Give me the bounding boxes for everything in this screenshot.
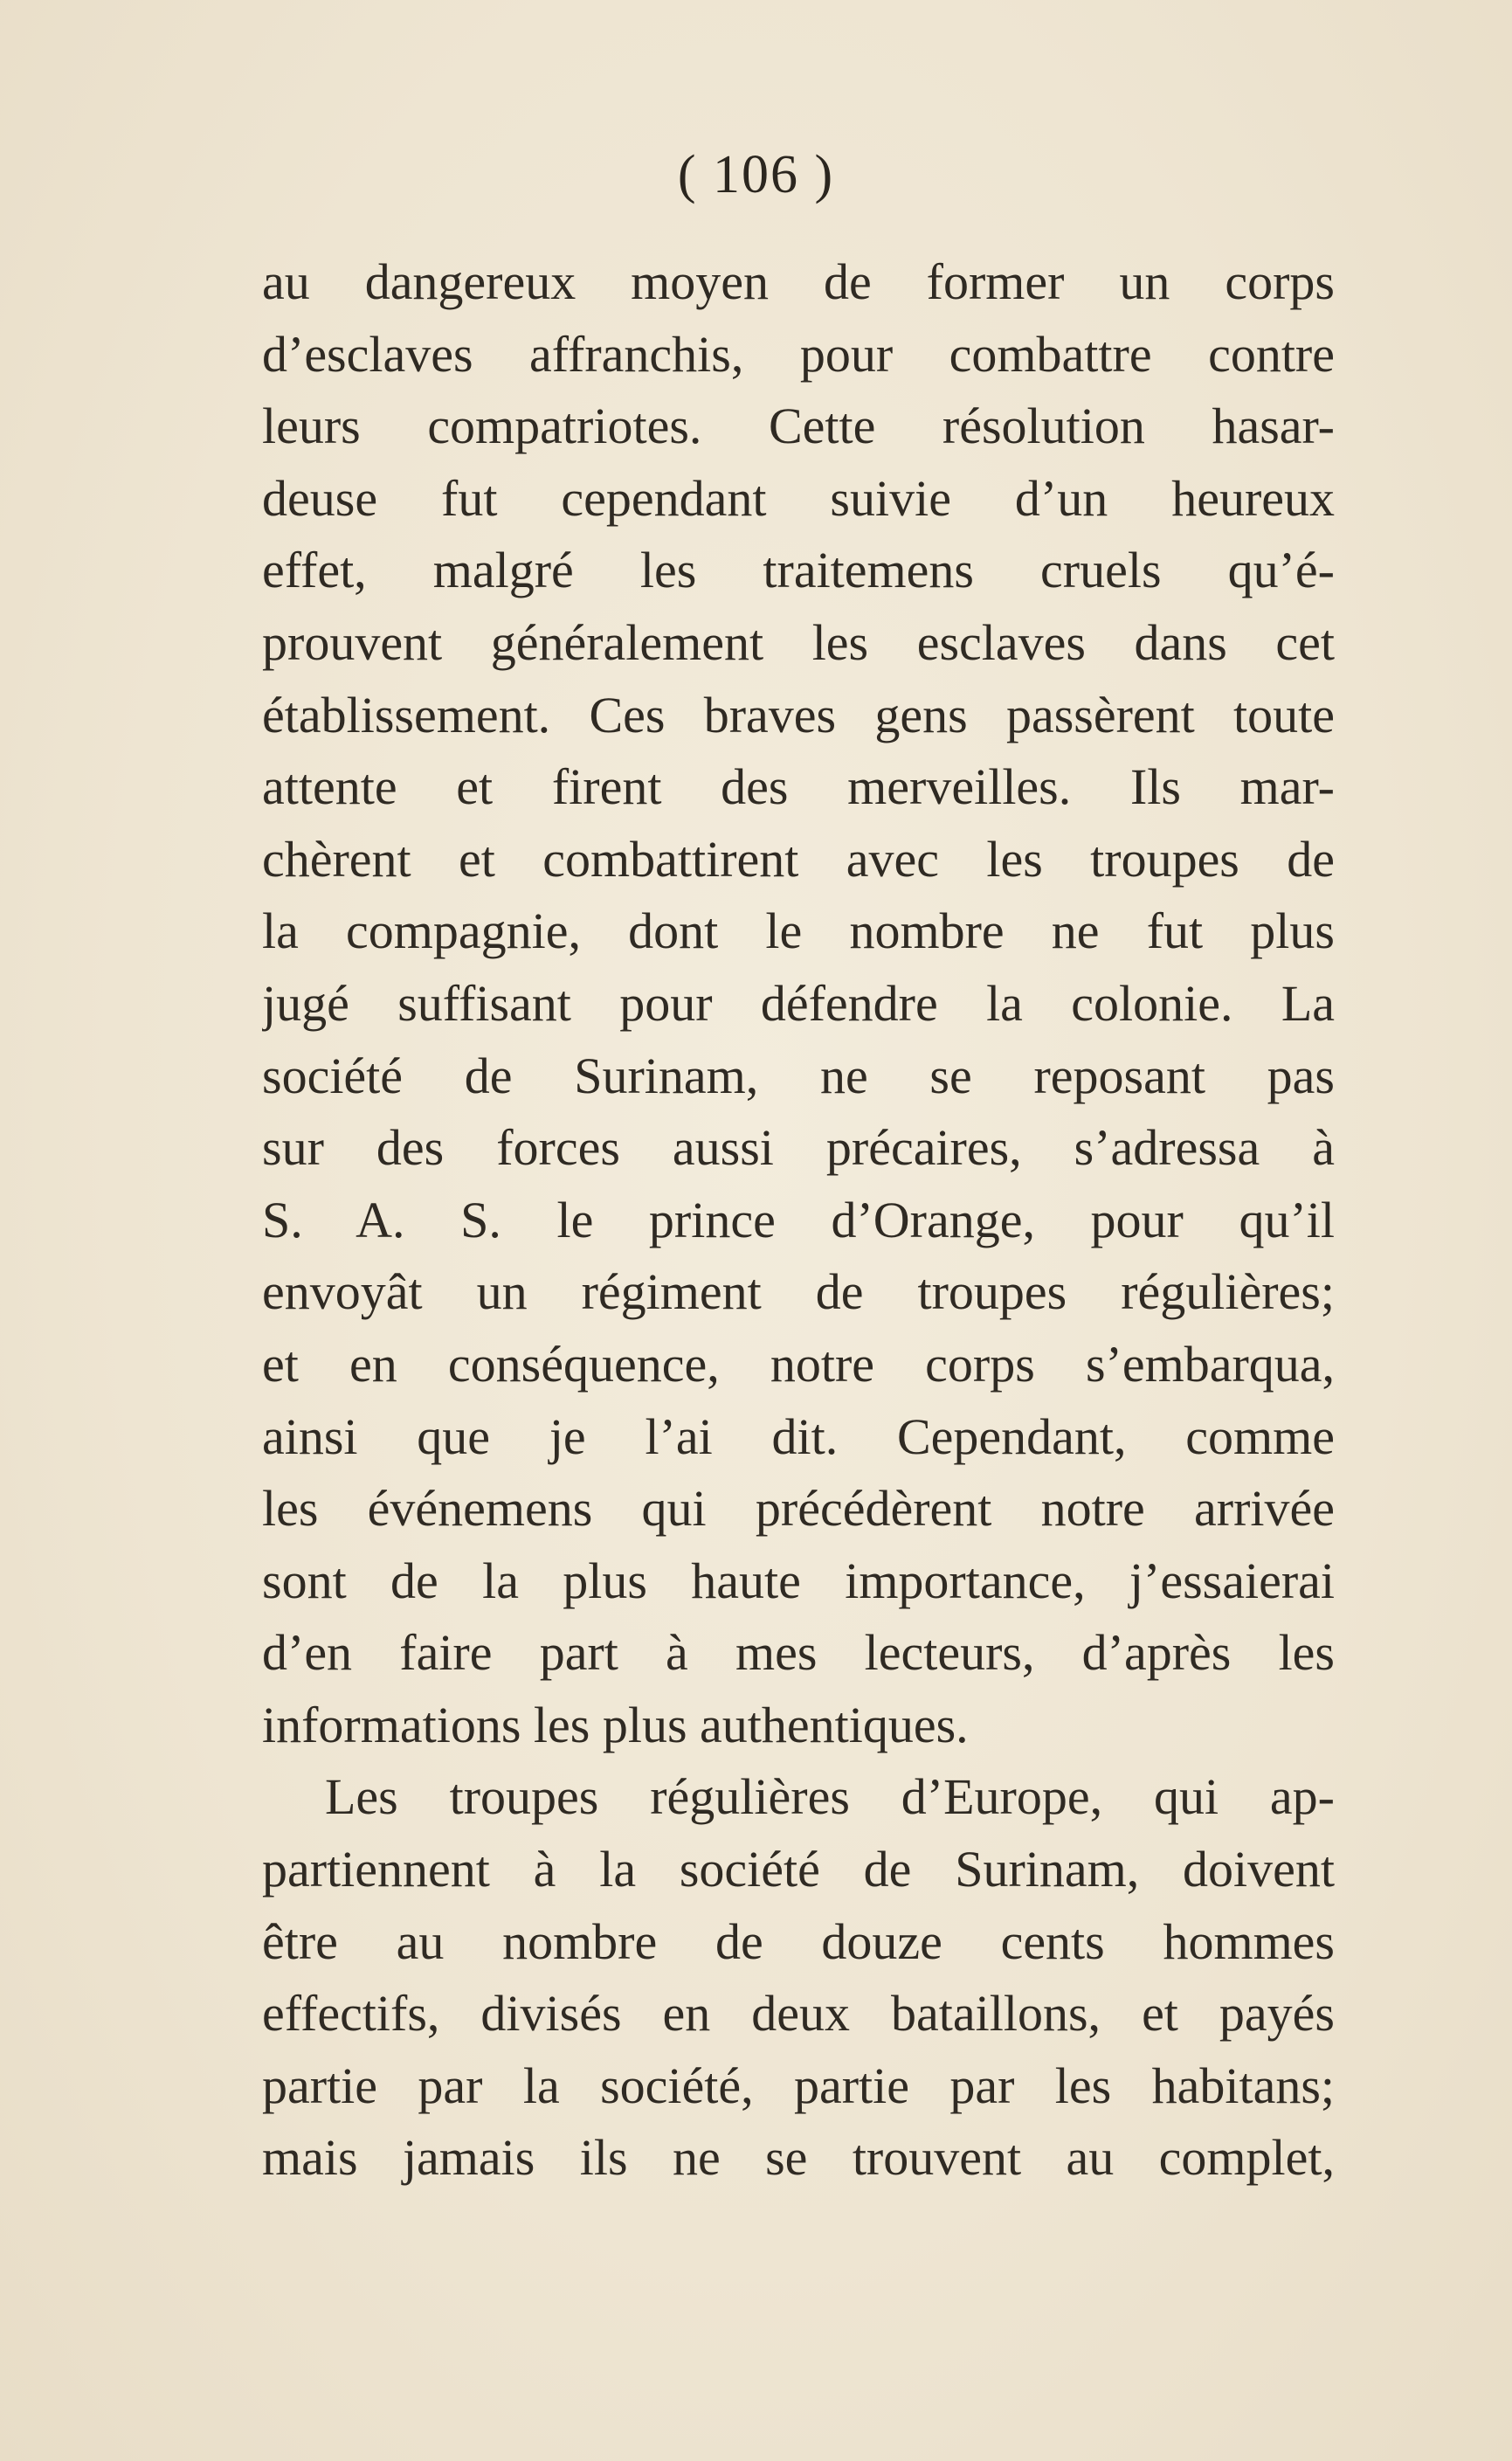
paragraph-end-line: informations les plus authentiques. [262, 1696, 969, 1753]
text-line: la compagnie, dont le nombre ne fut plus [262, 902, 1335, 960]
text-line: d’en faire part à mes lecteurs, d’après les [262, 1624, 1335, 1682]
text-line: leurs compatriotes. Cette résolution hasar- [262, 397, 1335, 455]
text-line: sont de la plus haute importance, j’essaierai [262, 1552, 1335, 1609]
text-line: envoyât un régiment de troupes régulières; [262, 1263, 1335, 1321]
text-line: effectifs, divisés en deux bataillons, et payés [262, 1985, 1335, 2043]
text-line: et en conséquence, notre corps s’embarqua, [262, 1335, 1335, 1393]
text-line: sur des forces aussi précaires, s’adressa à [262, 1119, 1335, 1177]
text-line: les événemens qui précédèrent notre arrivée [262, 1480, 1335, 1538]
paragraph-start-line: Les troupes régulières d’Europe, qui ap- [325, 1768, 1335, 1826]
text-line: d’esclaves affranchis, pour combattre contre [262, 325, 1335, 383]
text-line: deuse fut cependant suivie d’un heureux [262, 469, 1335, 527]
text-line: partiennent à la société de Surinam, doivent [262, 1841, 1335, 1898]
body-text [262, 246, 1335, 2195]
text-line: effet, malgré les traitemens cruels qu’é- [262, 542, 1335, 599]
text-line: mais jamais ils ne se trouvent au complet, [262, 2129, 1335, 2187]
text-line: jugé suffisant pour défendre la colonie. La [262, 974, 1335, 1032]
text-line: prouvent généralement les esclaves dans cet [262, 613, 1335, 671]
text-line: chèrent et combattirent avec les troupes de [262, 830, 1335, 888]
text-line: établissement. Ces braves gens passèrent toute [262, 686, 1335, 743]
text-line: ainsi que je l’ai dit. Cependant, comme [262, 1407, 1335, 1465]
text-line: société de Surinam, ne se reposant pas [262, 1047, 1335, 1104]
text-line: au dangereux moyen de former un corps [262, 253, 1335, 310]
text-line: attente et firent des merveilles. Ils mar- [262, 758, 1335, 816]
text-line: S. A. S. le prince d’Orange, pour qu’il [262, 1191, 1335, 1248]
page-number: ( 106 ) [677, 145, 835, 204]
text-line: partie par la société, partie par les habitans; [262, 2057, 1335, 2114]
text-line: être au nombre de douze cents hommes [262, 1912, 1335, 1970]
